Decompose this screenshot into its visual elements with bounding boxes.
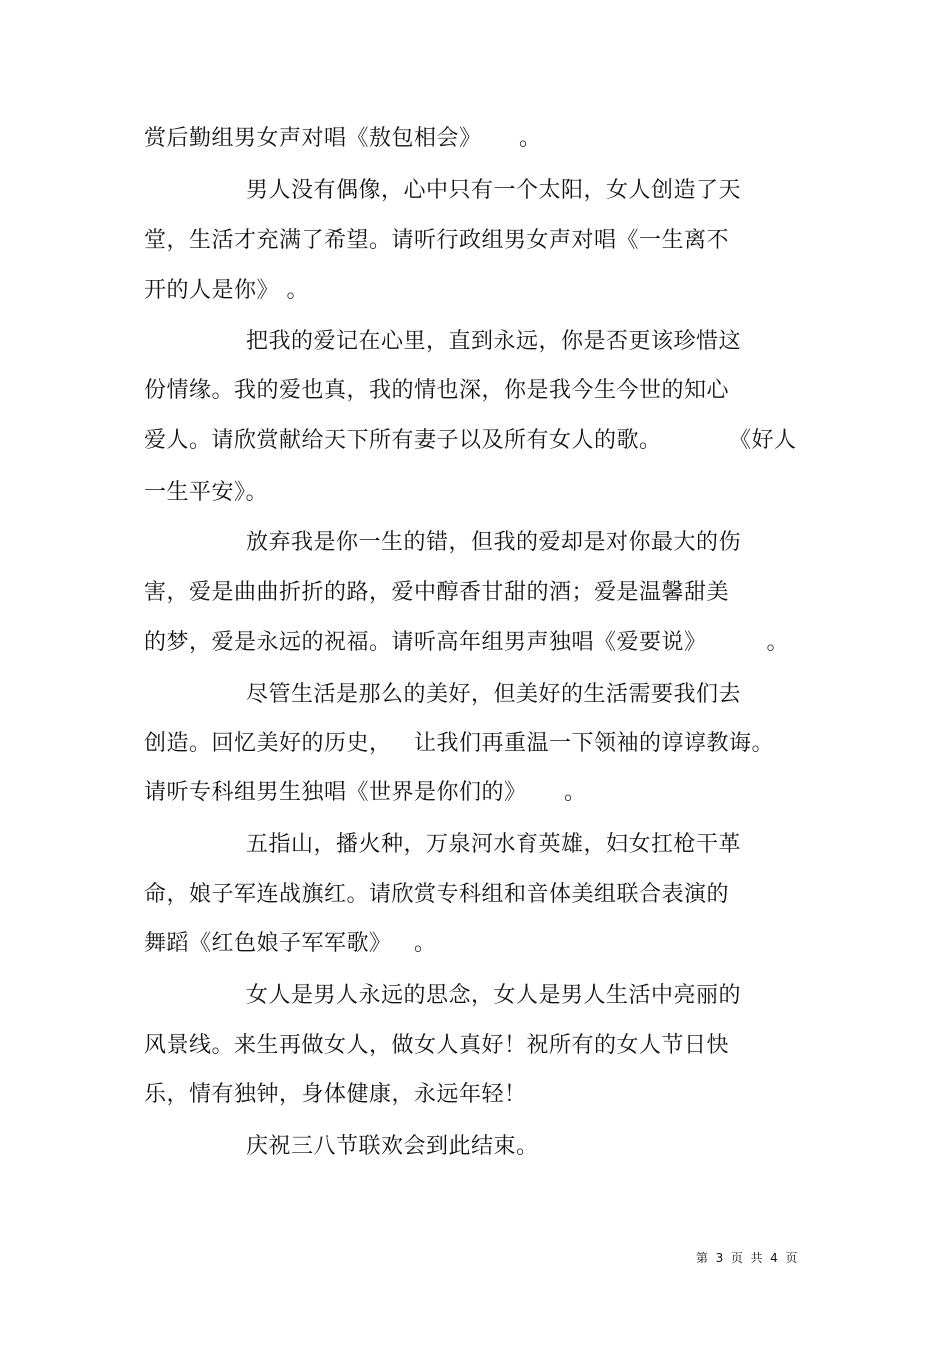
text-line-13: 创造。回忆美好的历史， 让我们再重温一下领袖的谆谆教诲。 (144, 731, 774, 756)
text-line-11: 的梦，爱是永远的祝福。请听高年组男声独唱《爱要说》 。 (144, 630, 789, 655)
text-line-3: 堂，生活才充满了希望。请听行政组男女声对唱《一生离不 (144, 228, 730, 253)
text-line-14: 请听专科组男生独唱《世界是你们的》 。 (144, 780, 587, 805)
text-line-15: 五指山，播火种，万泉河水育英雄，妇女扛枪干革 (246, 832, 742, 857)
text-line-7: 爱人。请欣赏献给天下所有妻子以及所有女人的歌。 《好人 (144, 428, 797, 453)
text-line-8: 一生平安》。 (144, 480, 269, 505)
text-line-18: 女人是男人永远的思念，女人是男人生活中亮丽的 (246, 983, 742, 1008)
text-line-12: 尽管生活是那么的美好，但美好的生活需要我们去 (246, 682, 742, 707)
text-line-16: 命，娘子军连战旗红。请欣赏专科组和音体美组联合表演的 (144, 882, 730, 907)
text-line-20: 乐，情有独钟，身体健康，永远年轻！ (144, 1082, 527, 1107)
text-line-17: 舞蹈《红色娘子军军歌》 。 (144, 931, 437, 956)
text-line-4: 开的人是你》 。 (144, 278, 309, 303)
text-line-6: 份情缘。我的爱也真，我的情也深，你是我今生今世的知心 (144, 378, 730, 403)
text-line-10: 害，爱是曲曲折折的路，爱中醇香甘甜的酒；爱是温馨甜美 (144, 580, 730, 605)
text-line-19: 风景线。来生再做女人，做女人真好！祝所有的女人节日快 (144, 1033, 730, 1058)
text-line-5: 把我的爱记在心里，直到永远，你是否更该珍惜这 (246, 329, 742, 354)
text-line-2: 男人没有偶像，心中只有一个太阳，女人创造了天 (246, 178, 742, 203)
text-line-9: 放弃我是你一生的错，但我的爱却是对你最大的伤 (246, 530, 742, 555)
page-number: 第 3 页 共 4 页 (696, 1251, 798, 1265)
text-line-1: 赏后勤组男女声对唱《敖包相会》 。 (144, 126, 542, 151)
text-line-21: 庆祝三八节联欢会到此结束。 (246, 1134, 539, 1159)
